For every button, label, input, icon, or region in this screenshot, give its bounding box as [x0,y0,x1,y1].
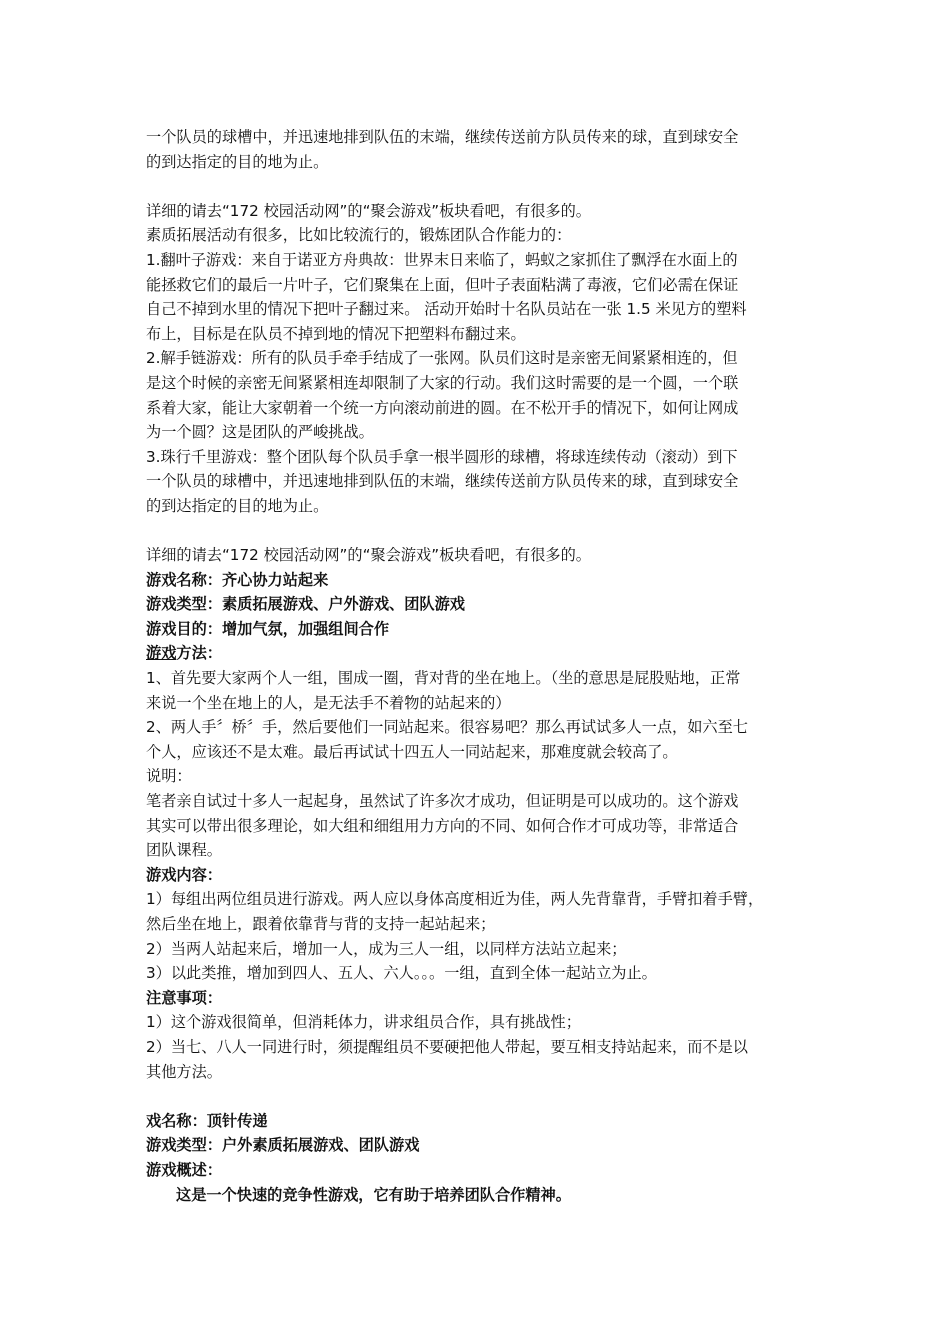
method-line: 个人，应该还不是太难。最后再试试十四五人一同站起来，那难度就会较高了。 [146,742,678,761]
note-line: 团队课程。 [146,841,222,860]
content-line: 2）当两人站起来后，增加一人，成为三人一组，以同样方法站立起来； [146,939,627,958]
caution-line: 其他方法。 [146,1062,222,1081]
item2-line: 系着大家，能让大家朝着一个统一方向滚动前进的圆。在不松开手的情况下，如何让网成 [146,398,739,417]
item3-line: 的到达指定的目的地为止。 [146,496,329,515]
text-line: 的到达指定的目的地为止。 [146,152,329,171]
see-more-note: 详细的请去“172 校园活动网”的“聚会游戏”板块看吧，有很多的。 [146,201,591,220]
game1-method-label [146,641,812,666]
content-line: 然后坐在地上，跟着依靠背与背的支持一起站起来； [146,915,496,933]
text-line: 一个队员的球槽中，并迅速地排到队伍的末端，继续传送前方队员传来的球，直到球安全 [146,128,739,146]
game2-name: 戏名称：顶针传递 [146,1111,268,1130]
caution-line: 1）这个游戏很简单，但消耗体力，讲求组员合作，具有挑战性； [146,1013,581,1032]
method-line: 1、首先要大家两个人一组，围成一圈，背对背的坐在地上。（坐的意思是屁股贴地，正常 [146,669,741,688]
item2-line: 为一个圆？这是团队的严峻挑战。 [146,423,374,442]
caution-label: 注意事项： [146,988,222,1007]
item3-line: 一个队员的球槽中，并迅速地排到队伍的末端，继续传送前方队员传来的球，直到球安全 [146,472,739,491]
item1-line: 能拯救它们的最后一片叶子，它们聚集在上面，但叶子表面粘满了毒液，它们必需在保证 [146,275,739,294]
caution-line: 2）当七、八人一同进行时，须提醒组员不要硬把他人带起，要互相支持站起来，而不是以 [146,1037,748,1056]
note-label: 说明： [146,767,192,786]
intro-text: 素质拓展活动有很多，比如比较流行的，锻炼团队合作能力的： [146,226,572,245]
see-more-note: 详细的请去“172 校园活动网”的“聚会游戏”板块看吧，有很多的。 [146,546,591,565]
game2-type: 游戏类型：户外素质拓展游戏、团队游戏 [146,1136,420,1155]
game2-overview: 这是一个快速的竞争性游戏，它有助于培养团队合作精神。 [176,1185,571,1204]
note-line: 其实可以带出很多理论，如大组和细组用力方向的不同、如何合作才可成功等，非常适合 [146,816,739,835]
document-page [146,125,812,1207]
game1-type: 游戏类型：素质拓展游戏、户外游戏、团队游戏 [146,595,465,614]
method-label-underlined: 游戏 [146,644,177,663]
item1-line: 自己不掉到水里的情况下把叶子翻过来。 活动开始时十名队员站在一张 1.5 米见方的塑料 [146,300,747,319]
item2-line: 是这个时候的亲密无间紧紧相连却限制了大家的行动。我们这时需要的是一个圆，一个联 [146,373,739,392]
game1-name: 游戏名称：齐心协力站起来 [146,570,329,589]
item1-line: 1.翻叶子游戏：来自于诺亚方舟典故：世界末日来临了，蚂蚁之家抓住了飘浮在水面上的 [146,250,738,269]
method-line: 来说一个坐在地上的人，是无法手不着物的站起来的） [146,693,511,712]
content-line: 1）每组出两位组员进行游戏。两人应以身体高度相近为佳，两人先背靠背，手臂扣着手臂， [146,890,764,909]
game2-overview-label: 游戏概述： [146,1160,222,1179]
note-line: 笔者亲自试过十多人一起起身，虽然试了许多次才成功，但证明是可以成功的。这个游戏 [146,792,739,811]
item2-line: 2.解手链游戏：所有的队员手牵手结成了一张网。队员们这时是亲密无间紧紧相连的，但 [146,349,738,368]
content-line: 3）以此类推，增加到四人、五人、六人。。。一组，直到全体一起站立为止。 [146,964,657,983]
method-line: 2、两人手〞桥〞手，然后要他们一同站起来。很容易吧？那么再试试多人一点，如六至七 [146,718,748,737]
method-label-rest: 方法： [176,644,222,663]
game1-goal: 游戏目的：增加气氛，加强组间合作 [146,619,389,638]
content-label: 游戏内容： [146,865,222,884]
item3-line: 3.珠行千里游戏：整个团队每个队员手拿一根半圆形的球槽，将球连续传动（滚动）到下 [146,447,738,466]
blank-line [146,519,812,544]
blank-line [146,174,812,199]
blank-line [146,1084,812,1109]
item1-line: 布上，目标是在队员不掉到地的情况下把塑料布翻过来。 [146,324,526,343]
